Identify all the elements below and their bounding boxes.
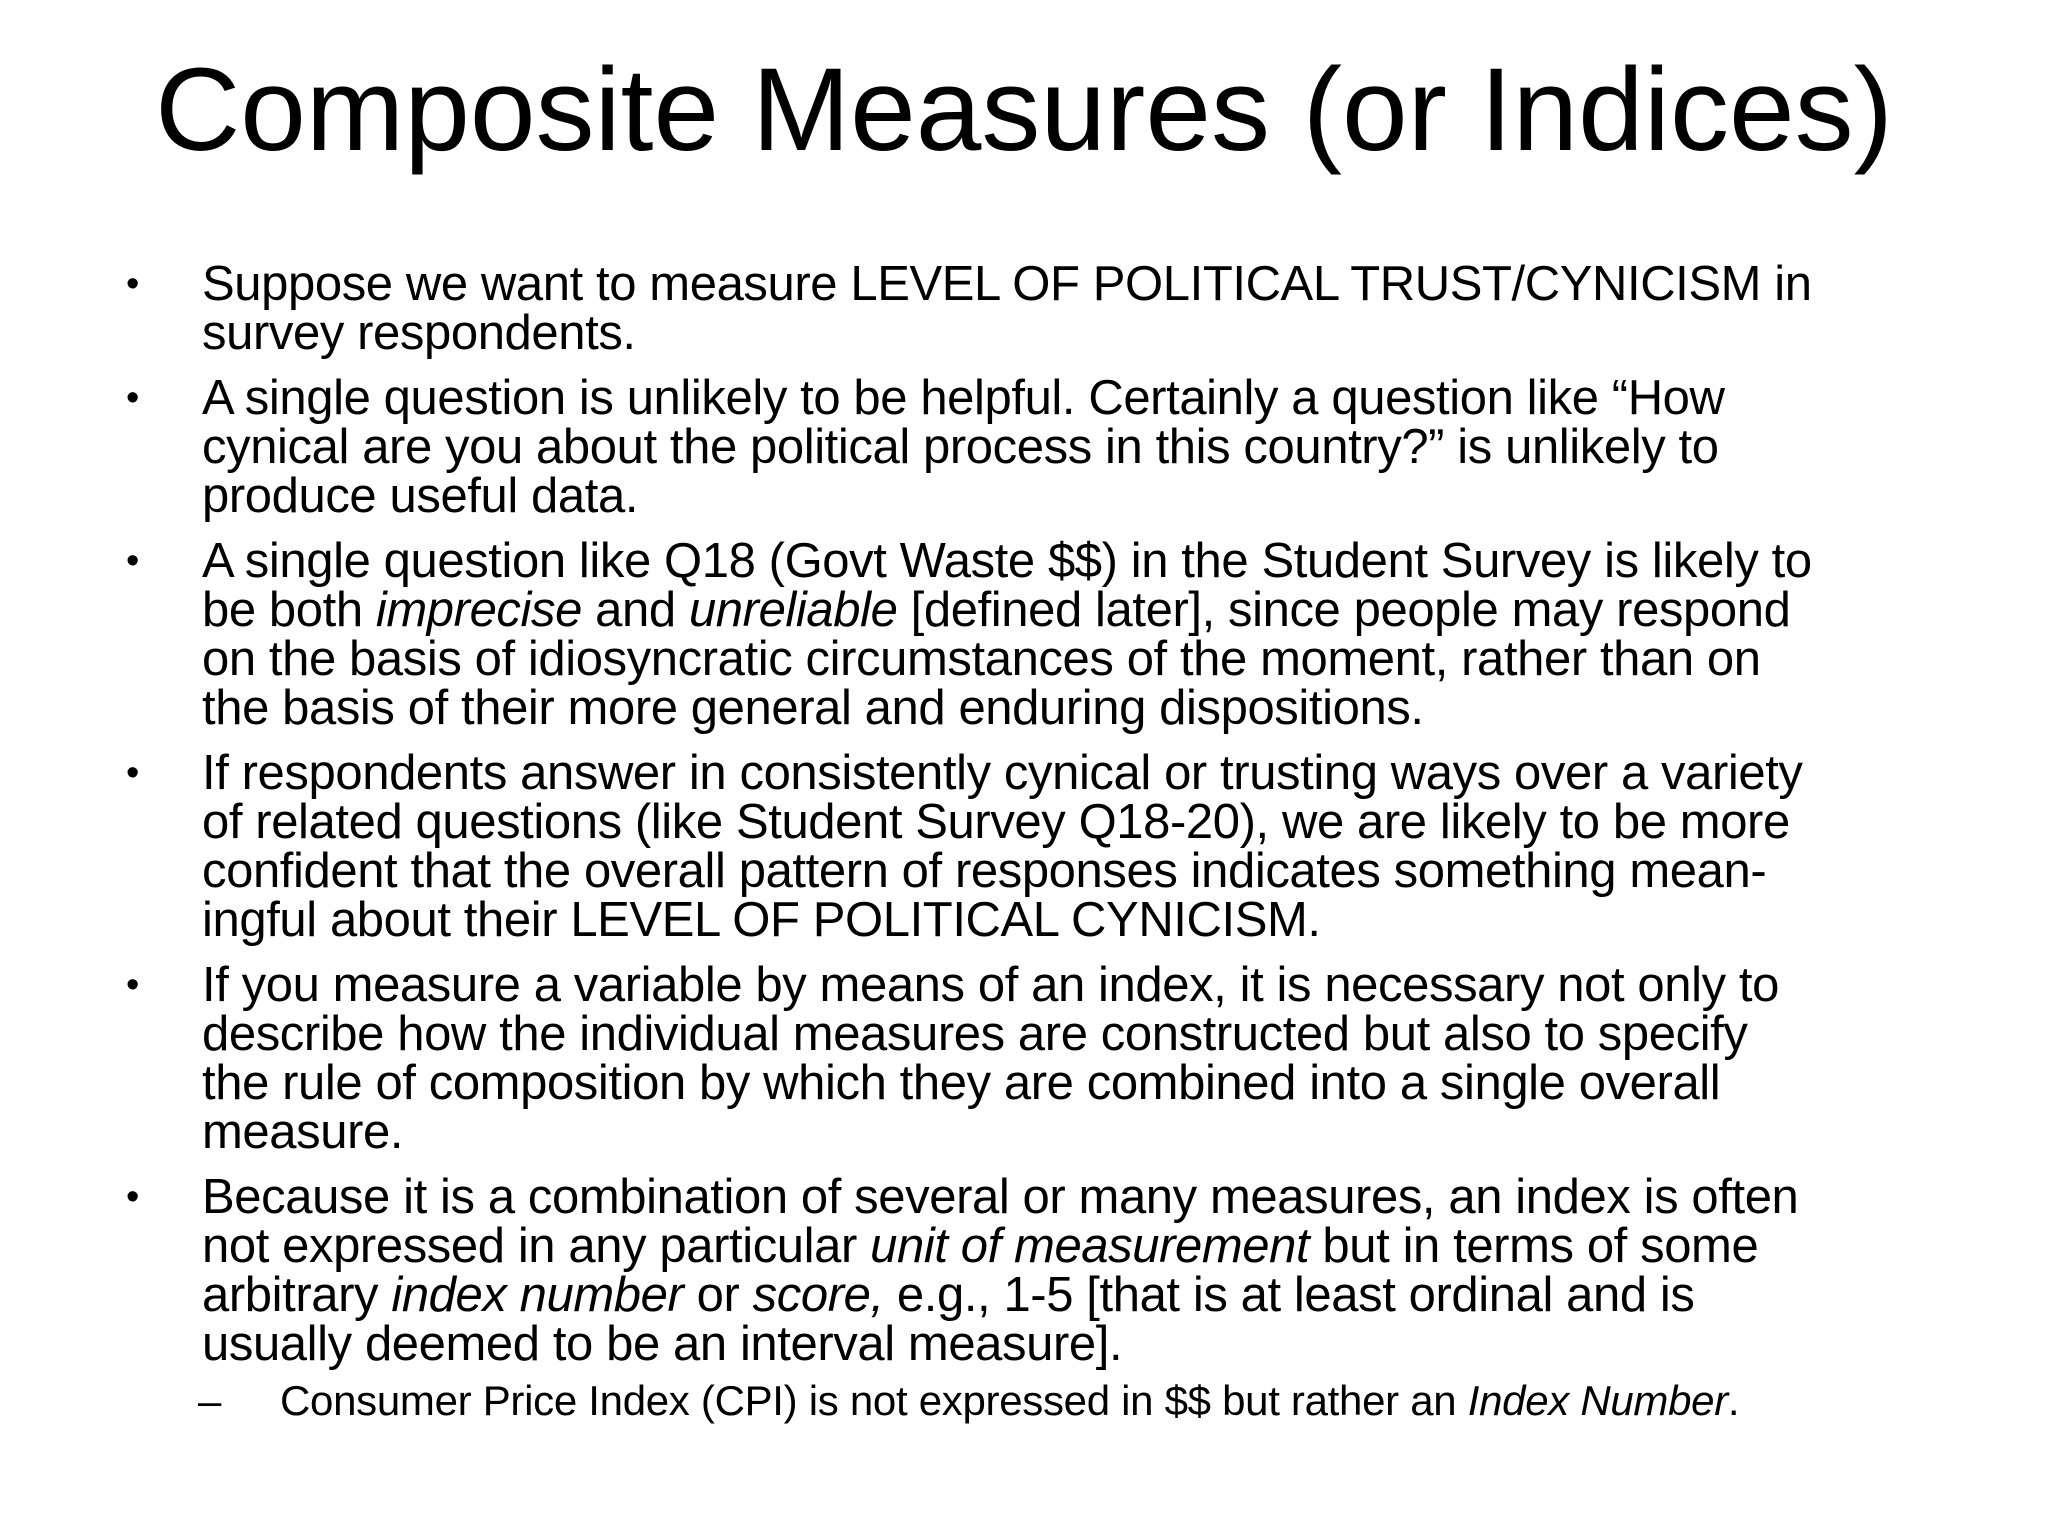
bullet-text	[202, 534, 1940, 735]
bullet-marker: •	[126, 964, 139, 1006]
bullet-item	[120, 958, 1940, 1159]
sub-bullet-text	[280, 1377, 1940, 1425]
text-segment: Suppose we want to measure LEVEL OF POLITICAL TRUST/CYNICISM in survey respondents.	[202, 257, 1812, 360]
italic-term: Index Number	[1467, 1377, 1728, 1424]
text-segment: A single question is unlikely to be helpful. Certainly a question like “How cynical are you about the political process in this country?” is unlikely to produce useful data.	[202, 371, 1725, 523]
slide-title: Composite Measures (or Indices)	[155, 44, 1893, 176]
text-segment: but in terms of some arbitrary	[202, 1219, 1759, 1322]
bullet-text	[202, 1170, 1940, 1371]
text-segment: e.g., 1-5 [that is at least ordinal and is usually deemed to be an interval measure].	[202, 1268, 1695, 1371]
text-segment: and	[581, 583, 689, 637]
italic-term: score,	[752, 1268, 884, 1322]
bullet-list	[120, 257, 1940, 1425]
bullet-item	[120, 746, 1940, 947]
bullet-text	[202, 371, 1940, 523]
bullet-item	[120, 257, 1940, 360]
bullet-marker: •	[126, 1176, 139, 1218]
italic-term: unit of measurement	[870, 1219, 1310, 1273]
bullet-item	[120, 534, 1940, 735]
text-segment: A single question like Q18 (Govt Waste $$) in the Student Survey is likely to be both	[202, 534, 1812, 637]
text-segment: Because it is a combination of several or many measures, an index is often not expressed in any particular	[202, 1170, 1799, 1273]
bullet-item	[120, 1170, 1940, 1371]
bullet-text	[202, 958, 1940, 1159]
text-segment: or	[683, 1268, 753, 1322]
text-segment: .	[1727, 1377, 1740, 1424]
italic-term: imprecise	[375, 583, 582, 637]
bullet-text	[202, 746, 1940, 947]
bullet-item	[120, 371, 1940, 523]
text-segment: [defined later], since people may respond on the basis of idiosyncratic circumstances of the moment, rather than on the basis of their more general and enduring dispositions.	[202, 583, 1791, 735]
text-segment: Consumer Price Index (CPI) is not expressed in $$ but rather an	[280, 1377, 1468, 1424]
bullet-marker: •	[126, 540, 139, 582]
bullet-marker: •	[126, 752, 139, 794]
text-segment: If respondents answer in consistently cynical or trusting ways over a variety of related questions (like Student Survey Q18-20), we are likely to be more confident that the overall pattern of responses indicates something mean- ingful about their LEVEL OF POLITICAL CYNICISM.	[202, 746, 1803, 947]
italic-term: index number	[391, 1268, 684, 1322]
italic-term: unreliable	[688, 583, 898, 637]
text-segment: If you measure a variable by means of an index, it is necessary not only to describe how the individual measures are constructed but also to specify the rule of composition by which they are combined into a single overall measure.	[202, 958, 1779, 1159]
bullet-marker: •	[126, 377, 139, 419]
bullet-marker: •	[126, 263, 139, 305]
sub-bullet-item	[190, 1377, 1940, 1425]
bullet-text	[202, 257, 1940, 360]
sub-bullet-marker: –	[198, 1377, 222, 1424]
